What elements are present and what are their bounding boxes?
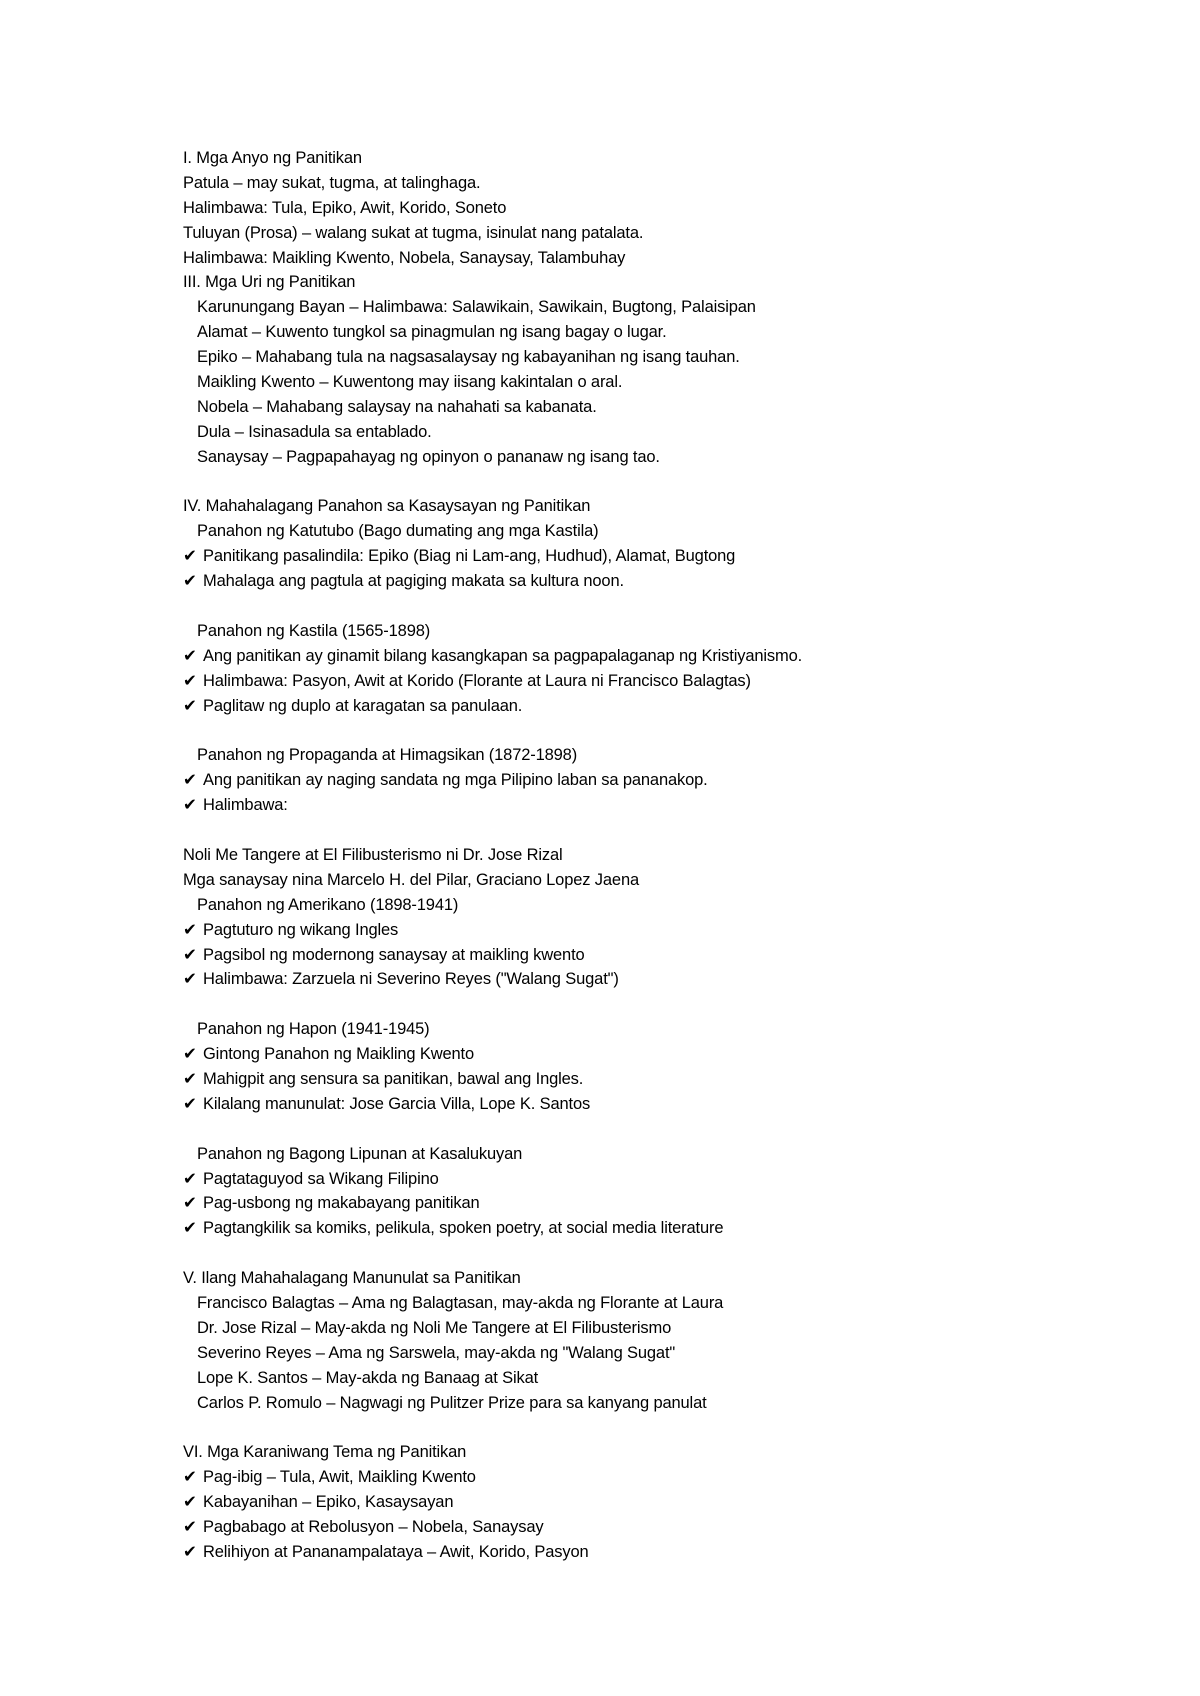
line-text: Sanaysay – Pagpapahayag ng opinyon o pananaw ng isang tao. xyxy=(197,447,660,466)
text-line xyxy=(183,270,1143,295)
line-text: Halimbawa: Tula, Epiko, Awit, Korido, Soneto xyxy=(183,198,507,217)
blank-line xyxy=(183,718,1143,743)
line-text: Pagbabago at Rebolusyon – Nobela, Sanaysay xyxy=(203,1517,544,1536)
line-text: Paglitaw ng duplo at karagatan sa panulaan. xyxy=(203,696,523,715)
line-text: Panahon ng Bagong Lipunan at Kasalukuyan xyxy=(197,1144,523,1163)
line-text: Panahon ng Amerikano (1898-1941) xyxy=(197,895,459,914)
checklist-item xyxy=(183,793,1143,818)
blank-line xyxy=(183,1241,1143,1266)
indented-line xyxy=(183,1142,1143,1167)
indented-line xyxy=(183,370,1143,395)
line-text: Relihiyon at Pananampalataya – Awit, Korido, Pasyon xyxy=(203,1542,589,1561)
checklist-item xyxy=(183,544,1143,569)
blank-line xyxy=(183,1415,1143,1440)
line-text: Panahon ng Kastila (1565-1898) xyxy=(197,621,431,640)
indented-line xyxy=(183,743,1143,768)
line-text: Nobela – Mahabang salaysay na nahahati sa kabanata. xyxy=(197,397,597,416)
blank-line xyxy=(183,818,1143,843)
blank-line xyxy=(183,594,1143,619)
indented-line xyxy=(183,1017,1143,1042)
checklist-item xyxy=(183,1515,1143,1540)
line-text: Dula – Isinasadula sa entablado. xyxy=(197,422,432,441)
line-text: Pagtangkilik sa komiks, pelikula, spoken poetry, at social media literature xyxy=(203,1219,724,1238)
checkmark-icon: ✔ xyxy=(183,646,197,665)
line-text: Panahon ng Propaganda at Himagsikan (1872-1898) xyxy=(197,746,578,765)
line-text: Panahon ng Hapon (1941-1945) xyxy=(197,1020,430,1039)
indented-line xyxy=(183,893,1143,918)
line-text: Alamat – Kuwento tungkol sa pinagmulan ng isang bagay o lugar. xyxy=(197,323,667,342)
checklist-item xyxy=(183,943,1143,968)
checkmark-icon: ✔ xyxy=(183,920,197,939)
indented-line xyxy=(183,420,1143,445)
indented-line xyxy=(183,1291,1143,1316)
checkmark-icon: ✔ xyxy=(183,572,197,591)
line-text: Maikling Kwento – Kuwentong may iisang kakintalan o aral. xyxy=(197,373,623,392)
checklist-item xyxy=(183,918,1143,943)
checkmark-icon: ✔ xyxy=(183,1069,197,1088)
indented-line xyxy=(183,1366,1143,1391)
checkmark-icon: ✔ xyxy=(183,696,197,715)
checklist-item xyxy=(183,1167,1143,1192)
line-text: Pagtataguyod sa Wikang Filipino xyxy=(203,1169,439,1188)
line-text: Panitikang pasalindila: Epiko (Biag ni Lam-ang, Hudhud), Alamat, Bugtong xyxy=(203,547,736,566)
line-text: Halimbawa: Maikling Kwento, Nobela, Sanaysay, Talambuhay xyxy=(183,248,626,267)
indented-line xyxy=(183,619,1143,644)
text-line xyxy=(183,1266,1143,1291)
indented-line xyxy=(183,320,1143,345)
line-text: Dr. Jose Rizal – May-akda ng Noli Me Tangere at El Filibusterismo xyxy=(197,1318,672,1337)
line-text: Pag-ibig – Tula, Awit, Maikling Kwento xyxy=(203,1468,476,1487)
line-text: IV. Mahahalagang Panahon sa Kasaysayan ng Panitikan xyxy=(183,497,591,516)
indented-line xyxy=(183,1341,1143,1366)
line-text: Severino Reyes – Ama ng Sarswela, may-akda ng "Walang Sugat" xyxy=(197,1343,676,1362)
checklist-item xyxy=(183,1092,1143,1117)
checklist-item xyxy=(183,1067,1143,1092)
checklist-item xyxy=(183,694,1143,719)
checkmark-icon: ✔ xyxy=(183,1542,197,1561)
indented-line xyxy=(183,295,1143,320)
line-text: Karunungang Bayan – Halimbawa: Salawikain, Sawikain, Bugtong, Palaisipan xyxy=(197,298,756,317)
text-line xyxy=(183,868,1143,893)
checkmark-icon: ✔ xyxy=(183,547,197,566)
line-text: Carlos P. Romulo – Nagwagi ng Pulitzer Prize para sa kanyang panulat xyxy=(197,1393,707,1412)
indented-line xyxy=(183,445,1143,470)
line-text: Pag-usbong ng makabayang panitikan xyxy=(203,1194,480,1213)
checkmark-icon: ✔ xyxy=(183,1194,197,1213)
text-line xyxy=(183,494,1143,519)
line-text: Noli Me Tangere at El Filibusterismo ni Dr. Jose Rizal xyxy=(183,845,563,864)
checkmark-icon: ✔ xyxy=(183,1169,197,1188)
line-text: Ang panitikan ay naging sandata ng mga Pilipino laban sa pananakop. xyxy=(203,771,708,790)
checklist-item xyxy=(183,669,1143,694)
checkmark-icon: ✔ xyxy=(183,1517,197,1536)
checkmark-icon: ✔ xyxy=(183,671,197,690)
line-text: Epiko – Mahabang tula na nagsasalaysay ng kabayanihan ng isang tauhan. xyxy=(197,348,740,367)
indented-line xyxy=(183,345,1143,370)
checklist-item xyxy=(183,1042,1143,1067)
line-text: Pagtuturo ng wikang Ingles xyxy=(203,920,399,939)
line-text: Mahigpit ang sensura sa panitikan, bawal ang Ingles. xyxy=(203,1069,584,1088)
line-text: Lope K. Santos – May-akda ng Banaag at Sikat xyxy=(197,1368,539,1387)
checkmark-icon: ✔ xyxy=(183,796,197,815)
checkmark-icon: ✔ xyxy=(183,1468,197,1487)
checklist-item xyxy=(183,644,1143,669)
blank-line xyxy=(183,992,1143,1017)
blank-line xyxy=(183,470,1143,495)
indented-line xyxy=(183,1391,1143,1416)
checkmark-icon: ✔ xyxy=(183,1493,197,1512)
text-line xyxy=(183,246,1143,271)
checklist-item xyxy=(183,1216,1143,1241)
line-text: Ang panitikan ay ginamit bilang kasangkapan sa pagpapalaganap ng Kristiyanismo. xyxy=(203,646,803,665)
indented-line xyxy=(183,395,1143,420)
checklist-item xyxy=(183,1490,1143,1515)
line-text: V. Ilang Mahahalagang Manunulat sa Panitikan xyxy=(183,1269,521,1288)
checkmark-icon: ✔ xyxy=(183,771,197,790)
checkmark-icon: ✔ xyxy=(183,1219,197,1238)
checklist-item xyxy=(183,1540,1143,1565)
line-text: Halimbawa: xyxy=(203,796,288,815)
text-line xyxy=(183,843,1143,868)
text-line xyxy=(183,1440,1143,1465)
indented-line xyxy=(183,1316,1143,1341)
line-text: Mahalaga ang pagtula at pagiging makata sa kultura noon. xyxy=(203,572,624,591)
line-text: Halimbawa: Zarzuela ni Severino Reyes ("Walang Sugat") xyxy=(203,970,619,989)
checklist-item xyxy=(183,768,1143,793)
blank-line xyxy=(183,1117,1143,1142)
checklist-item xyxy=(183,967,1143,992)
line-text: I. Mga Anyo ng Panitikan xyxy=(183,149,362,167)
line-text: VI. Mga Karaniwang Tema ng Panitikan xyxy=(183,1443,467,1462)
checklist-item xyxy=(183,1191,1143,1216)
text-line xyxy=(183,196,1143,221)
checkmark-icon: ✔ xyxy=(183,945,197,964)
line-text: Mga sanaysay nina Marcelo H. del Pilar, Graciano Lopez Jaena xyxy=(183,870,640,889)
document-body xyxy=(183,146,1143,1565)
text-line xyxy=(183,221,1143,246)
line-text: Kabayanihan – Epiko, Kasaysayan xyxy=(203,1493,454,1512)
line-text: Halimbawa: Pasyon, Awit at Korido (Florante at Laura ni Francisco Balagtas) xyxy=(203,671,751,690)
line-text: Tuluyan (Prosa) – walang sukat at tugma, isinulat nang patalata. xyxy=(183,223,644,242)
checkmark-icon: ✔ xyxy=(183,970,197,989)
line-text: Panahon ng Katutubo (Bago dumating ang mga Kastila) xyxy=(197,522,599,541)
line-text: Pagsibol ng modernong sanaysay at maikling kwento xyxy=(203,945,585,964)
line-text: Gintong Panahon ng Maikling Kwento xyxy=(203,1045,475,1064)
checkmark-icon: ✔ xyxy=(183,1094,197,1113)
line-text: III. Mga Uri ng Panitikan xyxy=(183,273,356,292)
checkmark-icon: ✔ xyxy=(183,1045,197,1064)
checklist-item xyxy=(183,569,1143,594)
indented-line xyxy=(183,519,1143,544)
line-text: Patula – may sukat, tugma, at talinghaga. xyxy=(183,173,481,192)
text-line xyxy=(183,171,1143,196)
line-text: Francisco Balagtas – Ama ng Balagtasan, may-akda ng Florante at Laura xyxy=(197,1293,724,1312)
line-text: Kilalang manunulat: Jose Garcia Villa, Lope K. Santos xyxy=(203,1094,591,1113)
checklist-item xyxy=(183,1465,1143,1490)
text-line xyxy=(183,146,1143,171)
